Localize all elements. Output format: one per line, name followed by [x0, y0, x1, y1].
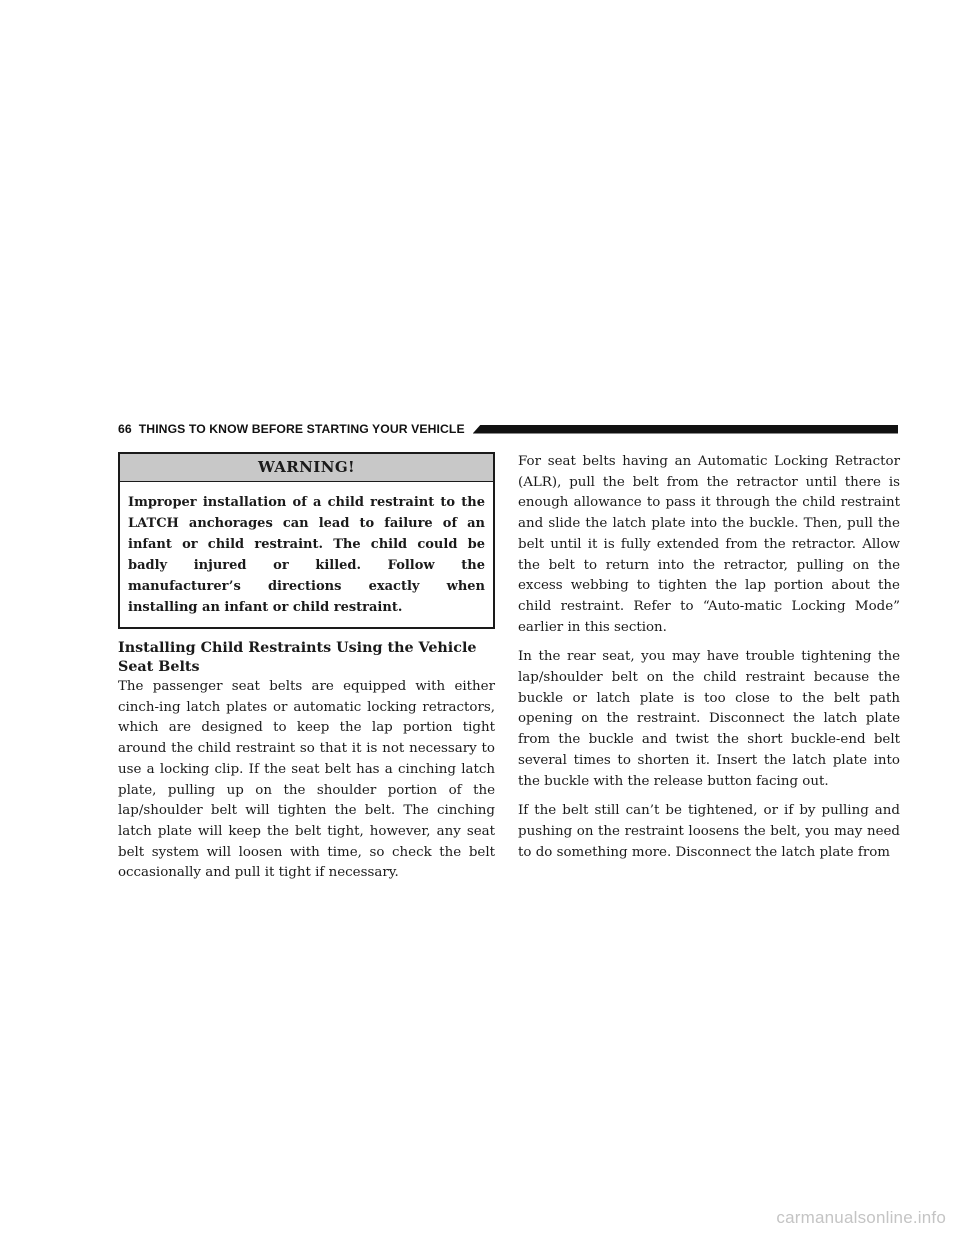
warning-text: Improper installation of a child restraint to the LATCH anchorages can lead to failure of an infant or child restraint. The child could be badly injured or killed. Follow the manufacturer’s directions exactly when installing an infant or child restraint. [128, 495, 485, 615]
page-number: 66 [118, 422, 132, 436]
page-header [118, 421, 898, 437]
right-column [518, 452, 900, 863]
body-paragraph: If the belt still can’t be tightened, or if by pulling and pushing on the restraint loosens the belt, you may need to do something more. Disconnect the latch plate from [518, 803, 900, 860]
warning-box [118, 452, 495, 629]
warning-title: WARNING! [120, 454, 493, 482]
body-paragraph: The passenger seat belts are equipped with either cinch-ing latch plates or automatic locking retractors, which are designed to keep the lap portion tight around the child restraint so that it is not necessary to use a locking clip. If the seat belt has a cinching latch plate, pulling up on the shoulder portion of the lap/shoulder belt will tighten the belt. The cinching latch plate will keep the belt tight, however, any seat belt system will loosen with time, so check the belt occasionally and pull it tight if necessary. [118, 679, 495, 881]
page-header-text [118, 422, 465, 436]
body-paragraph: For seat belts having an Automatic Locking Retractor (ALR), pull the belt from the retractor until there is enough allowance to pass it through the child restraint and slide the latch plate into the buckle. Then, pull the belt until it is fully extended from the retractor. Allow the belt to return into the retractor, pulling on the excess webbing to tighten the lap portion about the child restraint. Refer to “Auto-matic Locking Mode” earlier in this section. [518, 454, 900, 635]
chapter-title: THINGS TO KNOW BEFORE STARTING YOUR VEHICLE [138, 422, 465, 436]
header-rule-bar [473, 425, 898, 434]
site-watermark: carmanualsonline.info [776, 1208, 946, 1227]
left-column [118, 452, 495, 884]
body-paragraph: In the rear seat, you may have trouble tightening the lap/shoulder belt on the child restraint because the buckle or latch plate is too close to the belt path opening on the restraint. Disconnect the latch plate from the buckle and twist the short buckle-end belt several times to shorten it. Insert the latch plate into the buckle with the release button facing out. [518, 649, 900, 789]
section-heading: Installing Child Restraints Using the Vehicle Seat Belts [118, 640, 477, 675]
